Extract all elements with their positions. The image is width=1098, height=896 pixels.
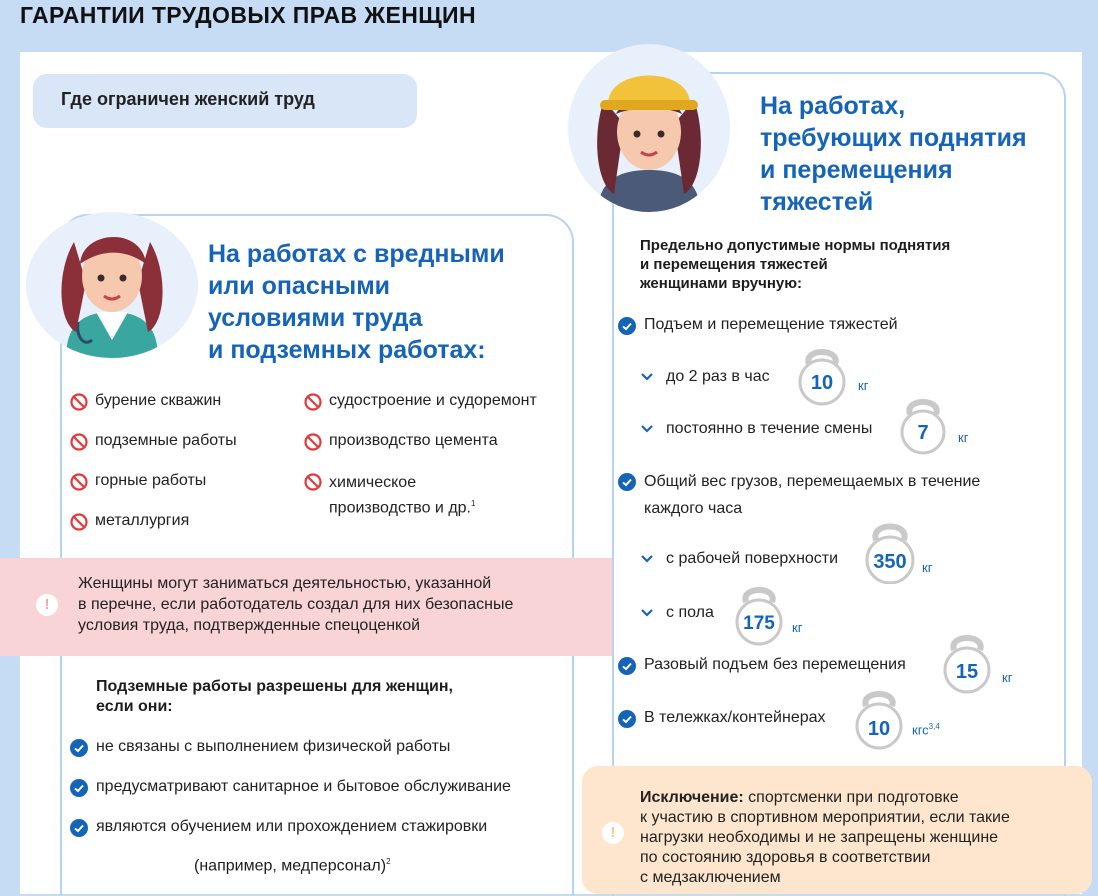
restricted-list-col2	[304, 392, 574, 522]
unit-label: кг	[858, 378, 869, 393]
check-circle-icon	[618, 710, 636, 728]
sub-item-whole-shift: постоянно в течение смены	[640, 420, 872, 438]
kettlebell-icon: 15	[938, 630, 996, 694]
unit-label: кгс$^{3,4}$	[912, 722, 940, 738]
prohibited-icon	[70, 433, 88, 451]
check-circle-icon	[618, 473, 636, 491]
heavy-lifting-heading: На работах, требующих поднятия и перемещения тяжестей	[760, 92, 1027, 216]
prohibited-icon	[70, 513, 88, 531]
list-item: металлургия	[70, 512, 300, 552]
limits-subtitle: Предельно допустимые нормы поднятия и перемещения тяжестей женщинами вручную:	[640, 237, 951, 292]
underground-note: (например, медперсонал)$^2$	[194, 857, 391, 875]
underground-title: Подземные работы разрешены для женщин, если они:	[96, 678, 453, 715]
worker-avatar	[568, 44, 730, 212]
list-item: предусматривают санитарное и бытовое обслуживание	[70, 778, 570, 818]
exception-box	[582, 766, 1092, 894]
kettlebell-icon: 10	[850, 686, 908, 750]
chevron-down-icon	[640, 608, 654, 618]
group-trolleys: В тележках/контейнерах	[618, 709, 826, 728]
kettlebell-icon: 10	[793, 344, 851, 406]
hazardous-work-heading: На работах с вредными или опасными условиями труда и подземных работах:	[208, 240, 505, 364]
prohibited-icon	[70, 393, 88, 411]
list-item: горные работы	[70, 472, 300, 512]
sub-item-work-surface: с рабочей поверхности	[640, 550, 838, 568]
safety-notice-text: Женщины могут заниматься деятельностью, указанной в перечне, если работодатель создал для них безопасные условия труда, подтвержденные спецоценкой	[78, 575, 514, 634]
chevron-down-icon	[640, 424, 654, 434]
group-hourly-total: Общий вес грузов, перемещаемых в течение каждого часа	[618, 472, 980, 522]
list-item: бурение скважин	[70, 392, 300, 432]
unit-label: кг	[922, 560, 933, 575]
list-item: химическое производство и др.$^1$	[304, 472, 574, 522]
alert-icon: !	[36, 594, 58, 616]
unit-label: кг	[792, 620, 803, 635]
kettlebell-icon: 350	[860, 518, 920, 584]
safety-notice	[0, 558, 612, 656]
group-lift-move: Подъем и перемещение тяжестей	[618, 316, 898, 335]
alert-icon: !	[602, 822, 624, 844]
sub-item-twice-hourly: до 2 раз в час	[640, 368, 770, 386]
chevron-down-icon	[640, 372, 654, 382]
chevron-down-icon	[640, 554, 654, 564]
exception-text: Исключение: спортсменки при подготовке к участию в спортивном мероприятии, если такие нагрузки необходимы и не запрещены женщине по состоянию здоровья в соответствии с медзаключением	[640, 789, 1010, 886]
restricted-list-col1	[70, 392, 300, 552]
kettlebell-icon: 175	[730, 582, 788, 646]
group-single-lift: Разовый подъем без перемещения	[618, 656, 906, 675]
section-pill-label: Где ограничен женский труд	[61, 89, 315, 109]
check-circle-icon	[618, 657, 636, 675]
check-circle-icon	[618, 317, 636, 335]
list-item: не связаны с выполнением физической работы	[70, 738, 570, 778]
list-item: являются обучением или прохождением стажировки	[70, 818, 570, 858]
check-circle-icon	[70, 819, 88, 837]
prohibited-icon	[304, 473, 322, 491]
check-circle-icon	[70, 739, 88, 757]
section-pill	[33, 74, 417, 128]
unit-label: кг	[1002, 670, 1013, 685]
page-title: ГАРАНТИИ ТРУДОВЫХ ПРАВ ЖЕНЩИН	[20, 2, 476, 28]
kettlebell-icon: 7	[895, 394, 951, 456]
prohibited-icon	[304, 393, 322, 411]
list-item: производство цемента	[304, 432, 574, 472]
list-item: подземные работы	[70, 432, 300, 472]
sub-item-floor: с пола	[640, 604, 714, 622]
prohibited-icon	[304, 433, 322, 451]
unit-label: кг	[958, 430, 969, 445]
check-circle-icon	[70, 779, 88, 797]
underground-list	[70, 738, 570, 858]
nurse-avatar	[26, 212, 198, 358]
prohibited-icon	[70, 473, 88, 491]
list-item: судостроение и судоремонт	[304, 392, 574, 432]
